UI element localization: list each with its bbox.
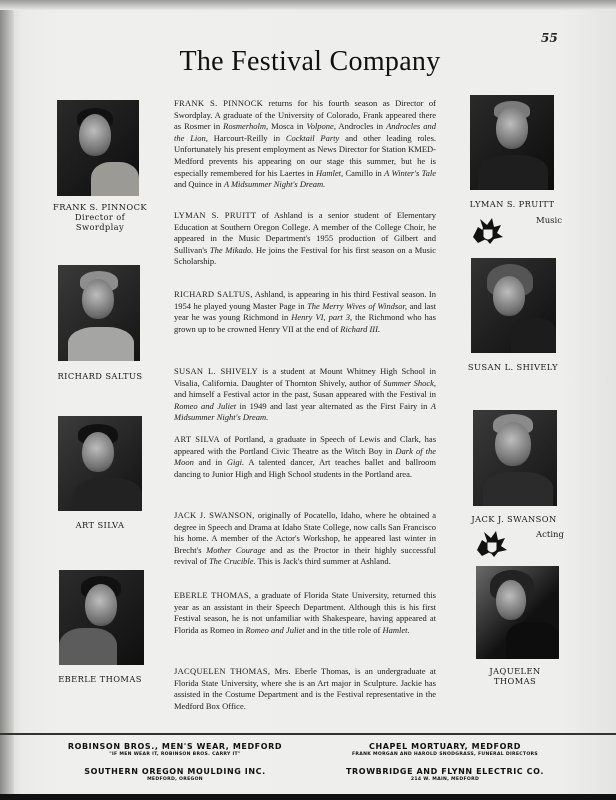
bio-text: in 1949 and last year alternated as the First Fairy in xyxy=(236,400,431,411)
bio-name: SUSAN L. SHIVELY xyxy=(174,366,259,376)
bio-title-italic: Richard III. xyxy=(340,323,381,334)
caption-frank-pinnock xyxy=(40,202,160,232)
footer-divider xyxy=(0,733,616,735)
bio-text: of Portland, a graduate in Speech of Lewis and Clark, has appeared with the Portland Civic Theatre as the Witch Boy in xyxy=(174,434,436,456)
ad-southern-oregon-moulding xyxy=(60,767,290,782)
bio-title-italic: Romeo and Juliet xyxy=(245,624,305,635)
bio-name: RICHARD SALTUS, xyxy=(174,289,253,299)
bio-name: FRANK S. PINNOCK xyxy=(174,98,264,108)
bio-name: JACK J. SWANSON, xyxy=(174,510,255,520)
photo-susan-shively xyxy=(471,258,556,353)
bio-title-italic: Androcles and the Lion, xyxy=(174,121,436,143)
caption-art-silva: ART SILVA xyxy=(75,520,125,530)
bio-title-italic: A Midsummer Night's Dream. xyxy=(174,400,436,423)
bio-title-italic: Volpone, xyxy=(306,121,336,132)
bio-text: originally of Pocatello, Idaho, where he obtained a degree in Speech and Drama at Idaho State College, now calls San Francisco his home. A member of the Actor's Workshop, he appeared last winter in Brecht's xyxy=(174,510,437,555)
bio-jack-swanson xyxy=(174,510,436,568)
bio-text: Ashland, is appearing in his third Festival season. In 1954 he played young Master Page in xyxy=(174,289,436,311)
bio-title-italic: Romeo and Juliet xyxy=(174,400,237,411)
bio-title-italic: Hamlet, xyxy=(315,167,344,178)
caption-lyman-pruitt: LYMAN S. PRUITT xyxy=(469,199,555,209)
bio-title-italic: The Mikado. xyxy=(209,244,254,255)
ad-subtitle: "IF MEN WEAR IT, ROBINSON BROS. CARRY IT" xyxy=(109,752,241,757)
ad-trowbridge-flynn xyxy=(330,767,560,782)
bio-title-italic: Gigi. xyxy=(226,457,245,468)
photo-eberle-thomas xyxy=(59,570,144,665)
ad-subtitle: FRANK MORGAN AND HAROLD SNODGRASS, FUNERAL DIRECTORS xyxy=(351,752,539,757)
ad-title: SOUTHERN OREGON MOULDING INC. xyxy=(84,767,266,776)
caption-role-line: Swordplay xyxy=(75,222,125,232)
caption-role-line: Director of xyxy=(74,212,126,222)
ad-chapel-mortuary xyxy=(330,742,560,757)
bio-text: He joins the Festival for his first season on a Music Scholarship. xyxy=(174,244,436,267)
bio-title-italic: Hamlet. xyxy=(382,624,410,635)
role-music: Music xyxy=(536,216,563,226)
festival-crest-icon xyxy=(470,215,504,245)
footer-bottom-band xyxy=(0,794,616,800)
bio-name: ART SILVA xyxy=(174,434,220,444)
bio-title-italic: The Merry Wives of Windsor, xyxy=(307,300,407,311)
bio-eberle-thomas xyxy=(174,590,436,636)
bio-title-italic: A Midsummer Night's Dream. xyxy=(223,179,326,190)
caption-name-line: JAQUELEN xyxy=(489,666,541,676)
bio-title-italic: Henry VI, part 3, xyxy=(291,312,353,323)
page-number: 55 xyxy=(541,31,558,45)
ad-title: ROBINSON BROS., MEN'S WEAR, MEDFORD xyxy=(67,742,283,751)
caption-name-line: THOMAS xyxy=(493,676,537,686)
bio-title-italic: Rosmerholm, xyxy=(223,121,269,132)
festival-crest-icon xyxy=(474,528,508,558)
photo-frank-pinnock xyxy=(57,100,139,196)
bio-name: LYMAN S. PRUITT xyxy=(174,210,257,220)
bio-text: the Richmond who has grown up to be crowned Henry VII at the end of xyxy=(174,312,436,334)
bio-text: Harcourt-Reilly in xyxy=(207,132,286,143)
bio-text: is a student at Mount Whitney High School in Visalia, California. Daughter of Thornton Shively, author of xyxy=(174,366,436,388)
bio-title-italic: Mother Courage xyxy=(206,544,266,555)
bio-name: EBERLE THOMAS, xyxy=(174,590,252,600)
bio-art-silva xyxy=(174,434,436,480)
ad-title: CHAPEL MORTUARY, MEDFORD xyxy=(369,742,521,751)
bio-text: of Ashland is a senior student of Elementary Education at Southern Oregon College. A member of the College Choir, he appeared in the Music Department's 1955 production of Gilbert and Sullivan's xyxy=(174,210,436,255)
page-top-shadow xyxy=(0,0,616,10)
bio-text: Mosca in xyxy=(268,121,307,132)
bio-text: a graduate of Florida State University, returned this year as an assistant in their Speech Department. Although this is his first Festival season, he is not unfamiliar with Shakespeare, having appeared at Florida as Romeo in xyxy=(174,590,436,635)
caption-richard-saltus: RICHARD SALTUS xyxy=(57,371,143,381)
bio-richard-saltus xyxy=(174,289,436,335)
bio-title-italic: Cocktail Party xyxy=(285,132,340,143)
bio-text: and in xyxy=(193,457,227,468)
bio-text: and last year he was young Richmond in xyxy=(174,300,436,323)
ad-title: TROWBRIDGE AND FLYNN ELECTRIC CO. xyxy=(345,767,544,776)
page-title: The Festival Company xyxy=(179,46,441,77)
caption-eberle-thomas: EBERLE THOMAS xyxy=(58,674,142,684)
bio-susan-shively xyxy=(174,366,436,424)
bio-text: and Quince in xyxy=(174,179,224,190)
caption-name: FRANK S. PINNOCK xyxy=(53,202,147,212)
photo-jack-swanson xyxy=(473,410,557,506)
bio-title-italic: A Winter's Tale xyxy=(384,167,436,178)
bio-title-italic: Dark of the Moon xyxy=(174,445,436,468)
bio-text: A talented dancer, Art teaches ballet and ballroom dancing to Junior High and High School students in the Portland area. xyxy=(174,457,437,479)
bio-text: and in the title role of xyxy=(304,624,383,635)
bio-text: This is Jack's third summer at Ashland. xyxy=(255,556,391,567)
bio-frank-pinnock xyxy=(174,98,436,191)
bio-name: JACQUELEN THOMAS, xyxy=(174,666,271,676)
bio-text: and himself a Festival actor in the past, Susan appeared with the Festival in xyxy=(174,389,436,400)
bio-text: returns for his fourth season as Director of Swordplay. A graduate of the University of Colorado, Frank appeared there as Rosmer in xyxy=(174,98,436,132)
photo-richard-saltus xyxy=(58,265,140,361)
role-acting: Acting xyxy=(536,530,564,540)
ad-subtitle: 214 W. MAIN, MEDFORD xyxy=(410,777,480,782)
photo-lyman-pruitt xyxy=(470,95,554,190)
bio-text: Androcles in xyxy=(335,121,387,132)
bio-text: and other leading roles. Unfortunately his present employment as News Director for Station KMED-Medford prevents his appearing on our stage this summer, but he is especially remembered for his Laertes in xyxy=(174,132,437,178)
bio-lyman-pruitt xyxy=(174,210,436,268)
caption-susan-shively: SUSAN L. SHIVELY xyxy=(467,362,559,372)
page-spine-shadow xyxy=(0,0,14,800)
bio-text: Camillo in xyxy=(343,167,385,178)
bio-text: and as the Proctor in their highly successful revival of xyxy=(174,544,436,567)
photo-art-silva xyxy=(58,416,142,511)
photo-jaquelen-thomas xyxy=(476,566,559,659)
ad-robinson-bros xyxy=(60,742,290,757)
caption-jaquelen-thomas xyxy=(455,666,575,686)
ad-subtitle: MEDFORD, OREGON xyxy=(147,777,203,782)
bio-text: Mrs. Eberle Thomas, is an undergraduate at Florida State University, where she is an Art major in Sculpture. Jackie has assisted in the Costume Department and is the Festival representative in the Medford Box Office. xyxy=(174,666,436,711)
caption-jack-swanson: JACK J. SWANSON xyxy=(471,514,557,524)
bio-title-italic: Summer Shock, xyxy=(383,377,436,388)
bio-title-italic: The Crucible. xyxy=(208,556,256,567)
bio-jacquelen-thomas xyxy=(174,666,436,712)
